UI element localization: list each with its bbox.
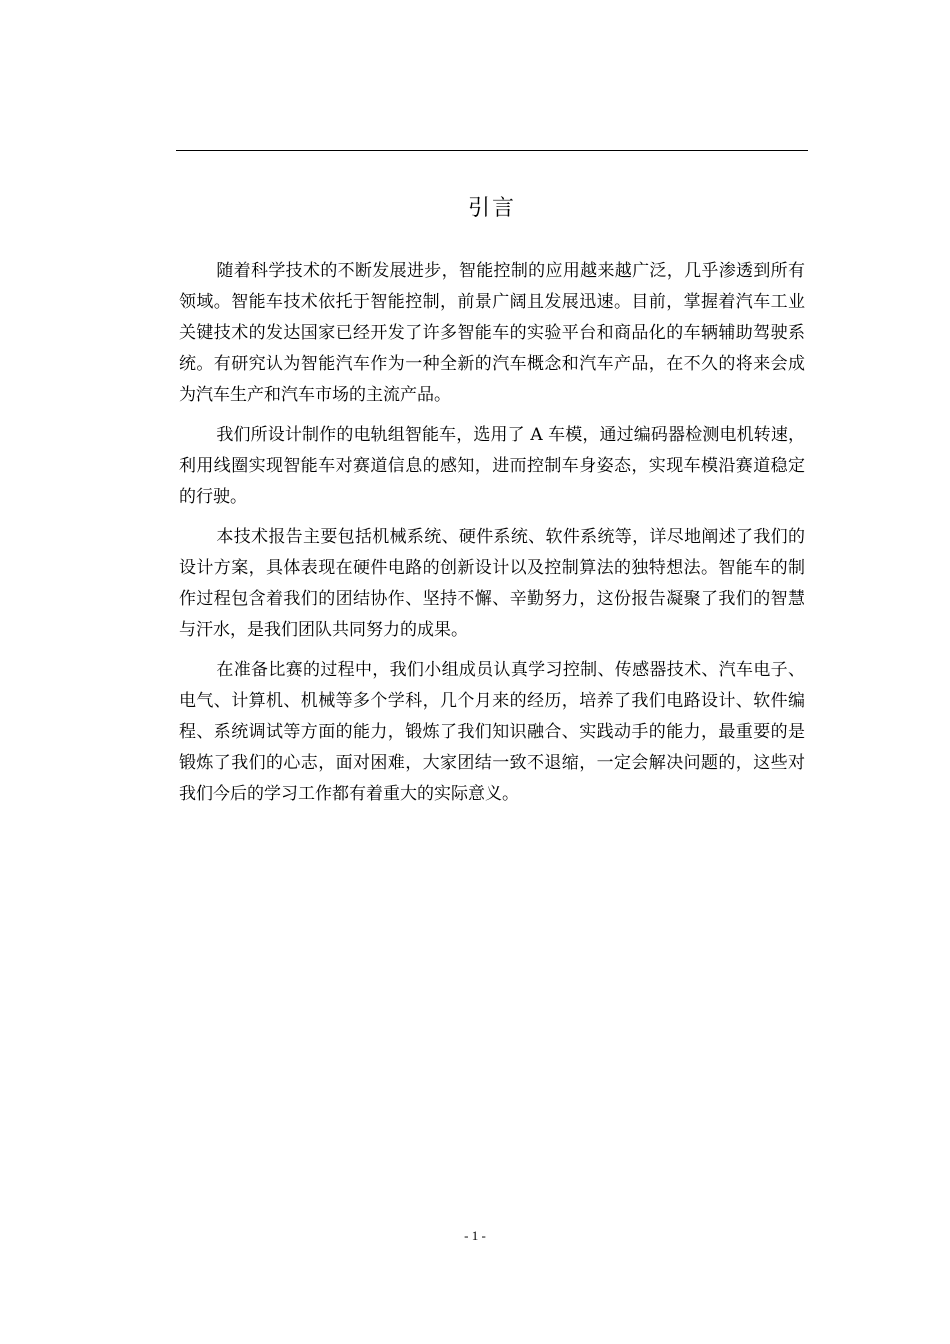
body-text: [179, 256, 805, 819]
paragraph-3: 本技术报告主要包括机械系统、硬件系统、软件系统等，详尽地阐述了我们的设计方案，具体表现在硬件电路的创新设计以及控制算法的独特想法。智能车的制作过程包含着我们的团结协作、坚持不懈、辛勤努力，这份报告凝聚了我们的智慧与汗水，是我们团队共同努力的成果。: [179, 527, 805, 640]
header-rule: [176, 150, 808, 151]
paragraph-1: 随着科学技术的不断发展进步，智能控制的应用越来越广泛，几乎渗透到所有领域。智能车技术依托于智能控制，前景广阔且发展迅速。目前，掌握着汽车工业关键技术的发达国家已经开发了许多智能车的实验平台和商品化的车辆辅助驾驶系统。有研究认为智能汽车作为一种全新的汽车概念和汽车产品，在不久的将来会成为汽车生产和汽车市场的主流产品。: [179, 261, 805, 405]
paragraph-4: 在准备比赛的过程中，我们小组成员认真学习控制、传感器技术、汽车电子、电气、计算机、机械等多个学科，几个月来的经历，培养了我们电路设计、软件编程、系统调试等方面的能力，锻炼了我们知识融合、实践动手的能力，最重要的是锻炼了我们的心志，面对困难，大家团结一致不退缩，一定会解决问题的，这些对我们今后的学习工作都有着重大的实际意义。: [179, 660, 805, 804]
paragraph-2: 我们所设计制作的电轨组智能车，选用了 A 车模，通过编码器检测电机转速，利用线圈实现智能车对赛道信息的感知，进而控制车身姿态，实现车模沿赛道稳定的行驶。: [179, 425, 805, 507]
section-title: 引言: [467, 196, 516, 221]
page-number: - 1 -: [464, 1228, 486, 1243]
